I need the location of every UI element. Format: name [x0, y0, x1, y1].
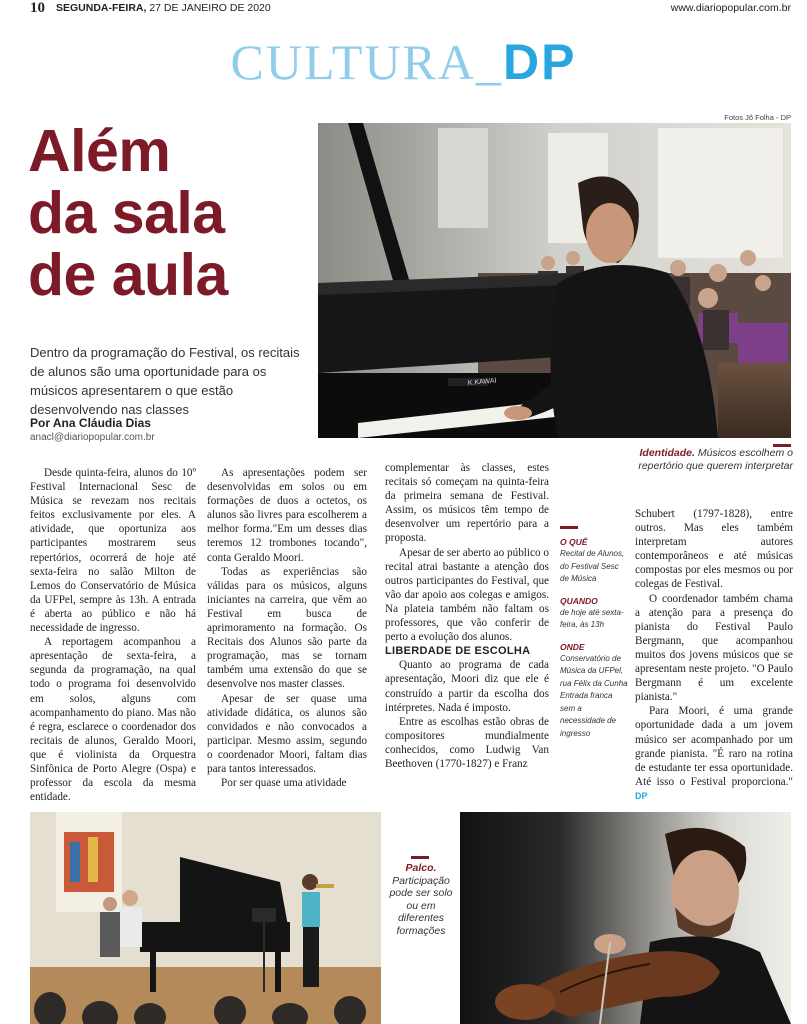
stage-photo-illustration	[30, 812, 381, 1024]
paragraph: Apesar de ser aberto ao público o recital atrai bastante a atenção dos outros participantes do Festival, que vão dar apoio aos colegas e amigos. Na plateia também não faltam os professores, que vão conferir de perto a evolução dos alunos.	[385, 546, 549, 644]
section-title-main: CULTURA_	[230, 34, 504, 90]
date: 27 DE JANEIRO DE 2020	[146, 2, 271, 14]
info-accent-bar	[560, 526, 578, 529]
headline-line: da sala	[28, 180, 225, 246]
info-text: Conservatório de Música da UFPel, rua Félix da Cunha Entrada franca sem a necessidade de ingresso	[560, 653, 628, 738]
article-column-4	[635, 507, 793, 803]
article-column-1	[30, 466, 196, 804]
violinist-photo	[460, 812, 791, 1024]
paragraph	[635, 704, 793, 803]
info-label: ONDE	[560, 641, 585, 652]
caption-text: Participação pode ser solo ou em diferentes formações	[389, 874, 453, 937]
paragraph: Por ser quase uma atividade	[221, 777, 347, 790]
headline-line: Além	[28, 118, 171, 184]
paragraph: complementar às classes, estes recitais só começam na quinta-feira da primeira semana de Festival. Assim, os músicos têm tempo de desenvolver um repertório para a proposta.	[385, 462, 549, 545]
caption-key: Identidade.	[639, 447, 695, 459]
page-number: 10	[30, 0, 45, 16]
info-label: O QUÊ	[560, 537, 588, 547]
info-label: QUANDO	[560, 595, 598, 606]
paragraph: Quanto ao programa de cada apresentação, Moori diz que ele é construído a partir da escolha dos intérpretes. Nada é imposto.	[385, 659, 549, 714]
main-photo-caption	[600, 447, 793, 473]
lede: Dentro da programação do Festival, os recitais de alunos são uma oportunidade para os músicos apresentarem o que estão desenvolvendo nas classes	[30, 345, 300, 417]
info-text: Recital de Alunos, do Festival Sesc de Música	[560, 549, 625, 583]
caption-key: Palco.	[405, 862, 437, 874]
pianist-photo	[318, 123, 791, 438]
caption-text: Músicos escolhem o repertório que querem interpretar	[638, 447, 793, 472]
end-mark: DP	[635, 790, 648, 801]
site-url[interactable]: www.diariopopular.com.br	[670, 2, 791, 14]
headline	[28, 120, 313, 306]
pianist-photo-illustration	[318, 123, 791, 438]
photo-credit: Fotos Jô Folha - DP	[724, 113, 791, 122]
event-info-box	[560, 526, 628, 750]
weekday: SEGUNDA-FEIRA,	[56, 2, 147, 14]
paragraph-text: Para Moori, é uma grande oportunidade dada a um jovem músico ser acompanhado por um grande pianista. "É raro na rotina de estudante ter essa oportunidade. Até isso o Festival proporciona."	[635, 705, 793, 788]
paragraph: O coordenador também chama a atenção para a presença do pianista do Festival Paulo Bergmann, que acompanhou muitos dos jovens músicos que se apresentam neste projeto. "O Paulo Bergmann é um excelente pianista."	[635, 592, 793, 704]
subheading: LIBERDADE DE ESCOLHA	[385, 645, 531, 658]
caption-accent-bar	[411, 856, 429, 859]
info-text: de hoje até sexta-feira, às 13h	[560, 607, 624, 629]
paragraph: A reportagem acompanhou a apresentação de sexta-feira, a segunda da programação, na qual todo o programa foi desenvolvido em solos, alguns com acompanhamento do piano. Mas não é regra, esclarece o coordenador dos recitais de alunos, Geraldo Moori, que é violinista da Orquestra Sinfônica de Porto Alegre (Ospa) e professor da escola da mesma entidade.	[30, 636, 196, 804]
paragraph: Apesar de ser quase uma atividade didática, os alunos são convidados e não convocados a participar. Mesmo assim, segundo o coordenador Moori, faltam dias para tantos interessados.	[207, 692, 367, 775]
byline: Por Ana Cláudia Dias	[30, 416, 151, 430]
headline-line: de aula	[28, 242, 228, 308]
article-column-3	[385, 461, 549, 771]
article-column-2	[207, 466, 367, 790]
stage-photo	[30, 812, 381, 1024]
author-email[interactable]: anacl@diariopopular.com.br	[30, 432, 155, 443]
paragraph: Todas as experiências são válidas para os músicos, alguns iniciantes na carreira, que vêm ao Festival em busca de aprimoramento na formação. Os Recitais dos Alunos são parte da programação, mas se tornam também uma extensão do que se desenvolve nos master classes.	[207, 565, 367, 691]
paragraph: Entre as escolhas estão obras de compositores mundialmente conhecidos, como Ludwig Van Beethoven (1770-1827) e Franz	[385, 715, 549, 770]
violinist-photo-illustration	[460, 812, 791, 1024]
stage-photo-caption	[388, 862, 454, 937]
paragraph: Desde quinta-feira, alunos do 10º Festival Internacional Sesc de Música se revezam nos recitais feitos exclusivamente por eles. A atividade, que oportuniza aos participantes mostrarem seus repertórios, ocorrerá de hoje até sexta-feira no salão Milton de Lemos do Conservatório de Música da UFPel, sempre às 13h. A entrada é aberta ao público e não há necessidade de ingresso.	[30, 467, 196, 635]
page-date	[56, 2, 271, 14]
section-title	[0, 34, 807, 90]
piano-brand: K.KAWAI	[467, 377, 497, 387]
section-title-dp: DP	[503, 34, 577, 90]
paragraph: Schubert (1797-1828), entre outros. Mas eles também interpretam autores contemporâneos e até músicas compostas por eles mesmos ou por colegas de Festival.	[635, 508, 793, 591]
paragraph: As apresentações podem ser desenvolvidas em solos ou em formações de duos a octetos, os alunos são livres para escolherem a melhor forma."Em um desses dias teremos 12 trombones tocando", conta Geraldo Moori.	[207, 467, 367, 564]
